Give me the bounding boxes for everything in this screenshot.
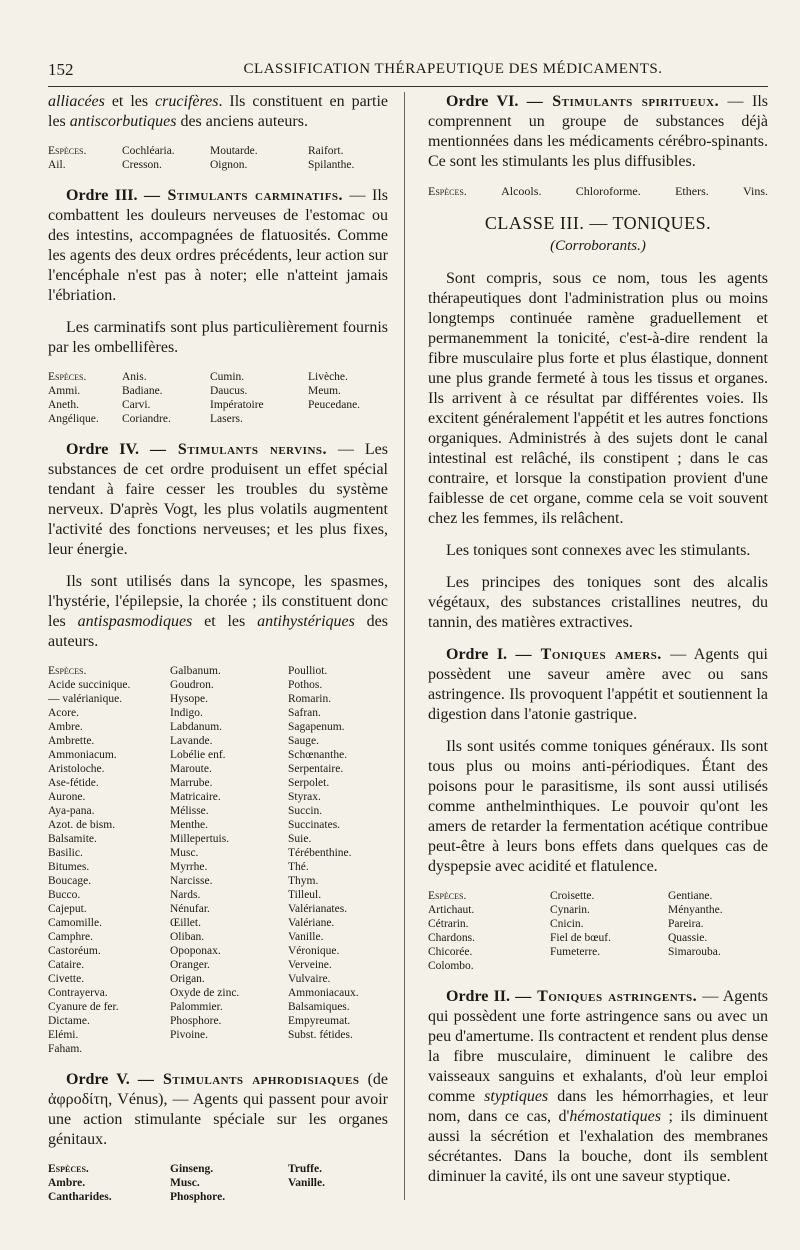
species-item: Labdanum.: [170, 721, 223, 733]
species-item: Chicorée.: [428, 946, 473, 958]
running-title: CLASSIFICATION THÉRAPEUTIQUE DES MÉDICAMENTS.: [243, 61, 663, 77]
species-item: Ményanthe.: [668, 904, 723, 916]
text: — Ils combattent les douleurs nerveuses de l'estomac ou des intestins, accompagnées de flatuosités. Comme les agents des deux ordres précédents, leur action sur l'encéphale n'est pas à noter; elle n'atteint jamais l'ébriation.: [48, 187, 388, 304]
species-item: Goudron.: [170, 679, 214, 691]
species-item: Cataire.: [48, 959, 85, 971]
species-item: Cochléaria.: [122, 145, 175, 157]
species-item: Vanille.: [288, 931, 324, 943]
species-item: Pivoine.: [170, 1029, 209, 1041]
species-item: Millepertuis.: [170, 833, 230, 845]
text: . Ils constituent en partie les: [48, 93, 388, 130]
species-item: Sauge.: [288, 735, 319, 747]
species-item: Musc.: [170, 847, 199, 859]
species-item: Cajeput.: [48, 903, 87, 915]
species-item: Marrube.: [170, 777, 213, 789]
right-column: [428, 92, 768, 1199]
species-item: Cyanure de fer.: [48, 1001, 119, 1013]
species-item: Opoponax.: [170, 945, 221, 957]
species-item: Térébenthine.: [288, 847, 352, 859]
species-item: Menthe.: [170, 819, 209, 831]
text: et les: [104, 93, 156, 110]
species-item: Castoréum.: [48, 945, 101, 957]
italic-term: crucifères: [155, 93, 219, 110]
text: — Les substances de cet ordre produisent un effet spécial tendant à faire cesser les troubles du système nerveux. D'après Vogt, les plus volatils augmentent l'activité des fonctions nerveuses; et les plus fixes, leur énergie.: [48, 441, 389, 558]
species-item: Thym.: [288, 875, 319, 887]
species-item: Spilanthe.: [308, 159, 355, 171]
page-header: [48, 58, 768, 87]
species-item: Thé.: [288, 861, 309, 873]
species-item: Oignon.: [210, 159, 248, 171]
text: — Ils comprennent un groupe de substances déjà mentionnées dans les médicaments cérébro-spinants. Ce sont les stimulants les plus diffusibles.: [428, 93, 768, 170]
species-item: Camphre.: [48, 931, 94, 943]
species-item: Oliban.: [170, 931, 205, 943]
species-item: Coriandre.: [122, 413, 171, 425]
text: Ils sont utilisés dans la syncope, les spasmes, l'hystérie, l'épilepsie, la chorée ; ils constituent donc les: [48, 573, 388, 630]
order-title: — Stimulants aphrodisiaques: [137, 1071, 360, 1088]
species-list-toniques-amers: [428, 889, 768, 973]
species-item: Suie.: [288, 833, 312, 845]
species-item: Origan.: [170, 973, 205, 985]
species-item: Raifort.: [308, 145, 344, 157]
species-item: Styrax.: [288, 791, 321, 803]
species-item: Impératoire: [210, 399, 264, 411]
species-item: Phosphore.: [170, 1191, 226, 1203]
left-column: [48, 92, 388, 1218]
order-title: — Stimulants spiritueux.: [526, 93, 720, 110]
order-title: — Toniques astringents.: [515, 988, 698, 1005]
order-label: Ordre II.: [446, 988, 511, 1005]
order-label: Ordre III.: [66, 187, 138, 204]
toniques-principes-paragraph: Les principes des toniques sont des alcalis végétaux, des substances cristallines neutres, du tannin, des matières extractives.: [428, 574, 768, 631]
species-item: Truffe.: [288, 1163, 322, 1175]
species-item: Aya-pana.: [48, 805, 95, 817]
species-item: [288, 1042, 388, 1056]
species-item: Valérianates.: [288, 903, 348, 915]
text: — Agents qui possèdent une forte astringence sans ou avec un peu d'amertume. Ils contractent et rendent plus dense la fibre musculaire, diminuent le calibre des vaisseaux sanguins et exhalants, d'où leur emploi comme: [428, 988, 769, 1105]
species-item: Véronique.: [288, 945, 340, 957]
species-item: Narcisse.: [170, 875, 213, 887]
species-item: Basilic.: [48, 847, 83, 859]
species-item: Lavande.: [170, 735, 213, 747]
species-item: Galbanum.: [170, 665, 221, 677]
species-list-aphrodisiaques: [48, 1162, 388, 1204]
species-item: Ethers.: [675, 184, 709, 198]
species-item: Chardons.: [428, 932, 475, 944]
species-item: Poulliot.: [288, 665, 328, 677]
species-item: Succinates.: [288, 819, 341, 831]
text: des auteurs.: [48, 613, 388, 650]
species-item: Cnicin.: [550, 918, 584, 930]
species-item: Nénufar.: [170, 903, 210, 915]
species-item: Ammoniacum.: [48, 749, 117, 761]
species-item: Valériane.: [288, 917, 335, 929]
species-item: Verveine.: [288, 959, 332, 971]
species-item: Civette.: [48, 973, 85, 985]
species-item: Artichaut.: [428, 904, 475, 916]
species-item: Romarin.: [288, 693, 332, 705]
species-item: Simarouba.: [668, 946, 721, 958]
toniques-amers-usage-paragraph: Ils sont usités comme toniques généraux. Ils sont tous plus ou moins anti-périodiques. Étant des poisons pour le parasitisme, ils sont aussi utilisés comme anthelminthiques. Le pouvoir qu'ont les amers de retarder la fermentation acétique contribue peut-être à leurs bons effets dans quelques cas de dyspepsie avec acidité et flatulence.: [428, 738, 768, 875]
ordre-vi-paragraph: [428, 92, 768, 172]
species-item: Angélique.: [48, 413, 99, 425]
order-title: — Stimulants carminatifs.: [144, 187, 344, 204]
species-item: Bitumes.: [48, 861, 90, 873]
species-item: Maroute.: [170, 763, 212, 775]
species-item: Daucus.: [210, 385, 248, 397]
species-item: Ail.: [48, 159, 66, 171]
species-item: Acore.: [48, 707, 79, 719]
order-label: Ordre IV.: [66, 441, 140, 458]
italic-term: hémostatiques: [569, 1108, 661, 1125]
ordre-iv-paragraph: [48, 440, 388, 560]
antispasmodiques-paragraph: [48, 572, 388, 652]
species-item: Ammi.: [48, 385, 81, 397]
italic-term: antihystériques: [257, 613, 355, 630]
species-item: Peucedane.: [308, 399, 361, 411]
species-label: Espèces.: [428, 184, 467, 198]
species-item: Ginseng.: [170, 1163, 214, 1175]
toniques-intro-paragraph: Sont compris, sous ce nom, tous les agents thérapeutiques dont l'administration plus ou moins longtemps continuée ramène graduellement et permanemment la tonicité, c'est-à-dire rendent la fibre musculaire plus forte et plus élastique, donnent une plus grande fermeté à tous les tissus et organes. Ils arrivent à ce résultat par différentes voies. Ils excitent généralement l'appétit et les autres fonctions organiques. Administrés à des sujets dont le canal intestinal est relâché, ils constipent ; dans le cas contraire, et lorsque la constipation provient d'une faiblesse de cet organe, comme cela se voit souvent chez les femmes, ils relâchent.: [428, 270, 768, 527]
species-item: Elémi.: [48, 1029, 79, 1041]
species-item: Livèche.: [308, 371, 348, 383]
species-item: Lasers.: [210, 413, 243, 425]
species-item: Nards.: [170, 889, 201, 901]
species-item: Balsamite.: [48, 833, 97, 845]
species-item: Ammoniacaux.: [288, 987, 359, 999]
species-item: Fiel de bœuf.: [550, 932, 612, 944]
species-item: Vulvaire.: [288, 973, 331, 985]
species-item: Ambre.: [48, 1177, 86, 1189]
species-item: Safran.: [288, 707, 321, 719]
species-item: Acide succinique.: [48, 679, 131, 691]
ordre-ii-paragraph: [428, 987, 768, 1187]
carminatifs-paragraph: Les carminatifs sont plus particulièrement fournis par les ombellifères.: [48, 319, 388, 356]
species-label: Espèces.: [48, 145, 87, 157]
species-item: Indigo.: [170, 707, 203, 719]
column-divider: [404, 92, 405, 1200]
species-item: Cantharides.: [48, 1191, 112, 1203]
species-item: Alcools.: [501, 184, 542, 198]
text: et les: [192, 613, 258, 630]
species-item: Meum.: [308, 385, 341, 397]
species-item: Myrrhe.: [170, 861, 208, 873]
order-label: Ordre V.: [66, 1071, 130, 1088]
text: des anciens auteurs.: [176, 113, 308, 130]
species-item: Quassie.: [668, 932, 708, 944]
species-item: Aristoloche.: [48, 763, 105, 775]
text: — Agents qui possèdent une saveur amère avec ou sans astringence. Ils provoquent l'appétit et soutiennent la digestion dans l'atonie gastrique.: [428, 646, 768, 723]
species-item: Schœnanthe.: [288, 749, 348, 761]
ordre-iii-paragraph: [48, 186, 388, 306]
species-item: Musc.: [170, 1177, 200, 1189]
species-item: Œillet.: [170, 917, 201, 929]
species-item: Anis.: [122, 371, 147, 383]
species-item: Dictame.: [48, 1015, 90, 1027]
species-item: Tilleul.: [288, 889, 322, 901]
species-item: Empyreumat.: [288, 1015, 351, 1027]
species-item: Carvi.: [122, 399, 151, 411]
species-item: Pareira.: [668, 918, 704, 930]
order-label: Ordre I.: [446, 646, 508, 663]
order-title: — Stimulants nervins.: [149, 441, 328, 458]
species-item: Oranger.: [170, 959, 210, 971]
species-item: Vins.: [743, 184, 768, 198]
species-item: [170, 1042, 282, 1056]
italic-term: alliacées: [48, 93, 105, 110]
species-item: Croisette.: [550, 890, 595, 902]
species-item: Aurone.: [48, 791, 86, 803]
species-item: Ambre.: [48, 721, 83, 733]
species-item: Camomille.: [48, 917, 102, 929]
species-item: Phosphore.: [170, 1015, 222, 1027]
species-item: Succin.: [288, 805, 323, 817]
species-list-spiritueux: [428, 184, 768, 199]
species-item: Cynarin.: [550, 904, 590, 916]
species-item: Cétrarin.: [428, 918, 469, 930]
species-item: Mélisse.: [170, 805, 209, 817]
species-item: Gentiane.: [668, 890, 713, 902]
species-item: Faham.: [48, 1043, 83, 1055]
species-item: Chloroforme.: [575, 184, 641, 198]
text: ; ils diminuent aussi la sécrétion et l'exhalation des membranes sécrétantes. Dans la bouche, dont ils semblent diminuer la cavité, ils ont une saveur styptique.: [428, 1108, 768, 1185]
order-title: — Toniques amers.: [515, 646, 662, 663]
class-heading: CLASSE III. — TONIQUES.: [484, 213, 712, 233]
species-list-nervins: [48, 664, 388, 1056]
species-item: — valérianique.: [48, 693, 123, 705]
ordre-v-paragraph: [48, 1070, 388, 1150]
species-item: Sagapenum.: [288, 721, 345, 733]
text: (de ἀφροδίτη, Vénus), — Agents qui passent pour avoir une action stimulante spéciale sur les organes génitaux.: [48, 1071, 389, 1148]
species-item: Balsamiques.: [288, 1001, 350, 1013]
species-item: Boucage.: [48, 875, 92, 887]
species-item: Ase-fétide.: [48, 777, 99, 789]
species-item: Subst. fétides.: [288, 1029, 353, 1041]
italic-term: antispasmodiques: [77, 613, 193, 630]
species-item: Hysope.: [170, 693, 209, 705]
species-item: Cresson.: [122, 159, 162, 171]
species-item: Bucco.: [48, 889, 81, 901]
species-item: Serpentaire.: [288, 763, 344, 775]
species-item: Cumin.: [210, 371, 245, 383]
italic-term: styptiques: [484, 1088, 549, 1105]
species-item: Ambrette.: [48, 735, 95, 747]
page-number: 152: [48, 60, 74, 79]
class-subheading: (Corroborants.): [550, 238, 646, 254]
species-item: [308, 412, 388, 426]
species-list-antiscorbutic: [48, 144, 388, 172]
species-item: Fumeterre.: [550, 946, 601, 958]
species-item: Aneth.: [48, 399, 79, 411]
species-item: Oxyde de zinc.: [170, 987, 240, 999]
species-item: Pothos.: [288, 679, 323, 691]
species-item: Serpolet.: [288, 777, 330, 789]
species-item: Vanille.: [288, 1177, 325, 1189]
species-label: Espèces.: [48, 1163, 89, 1175]
species-item: Colombo.: [428, 960, 474, 972]
toniques-connexes-paragraph: Les toniques sont connexes avec les stimulants.: [446, 542, 751, 559]
species-label: Espèces.: [48, 371, 87, 383]
order-label: Ordre VI.: [446, 93, 519, 110]
species-item: Contrayerva.: [48, 987, 108, 999]
species-item: Badiane.: [122, 385, 163, 397]
text: dans les hémorrhagies, et leur nom, dans ce cas, d': [428, 1088, 769, 1125]
ordre-i-paragraph: [428, 645, 768, 725]
italic-term: antiscorbutiques: [69, 113, 177, 130]
species-item: Palommier.: [170, 1001, 223, 1013]
paragraph-crucifers: [48, 92, 388, 132]
species-item: Azot. de bism.: [48, 819, 116, 831]
species-label: Espèces.: [48, 665, 87, 677]
species-list-carminatifs: [48, 370, 388, 426]
species-item: Lobélie enf.: [170, 749, 226, 761]
species-label: Espèces.: [428, 890, 467, 902]
species-item: Matricaire.: [170, 791, 221, 803]
species-item: Moutarde.: [210, 145, 258, 157]
